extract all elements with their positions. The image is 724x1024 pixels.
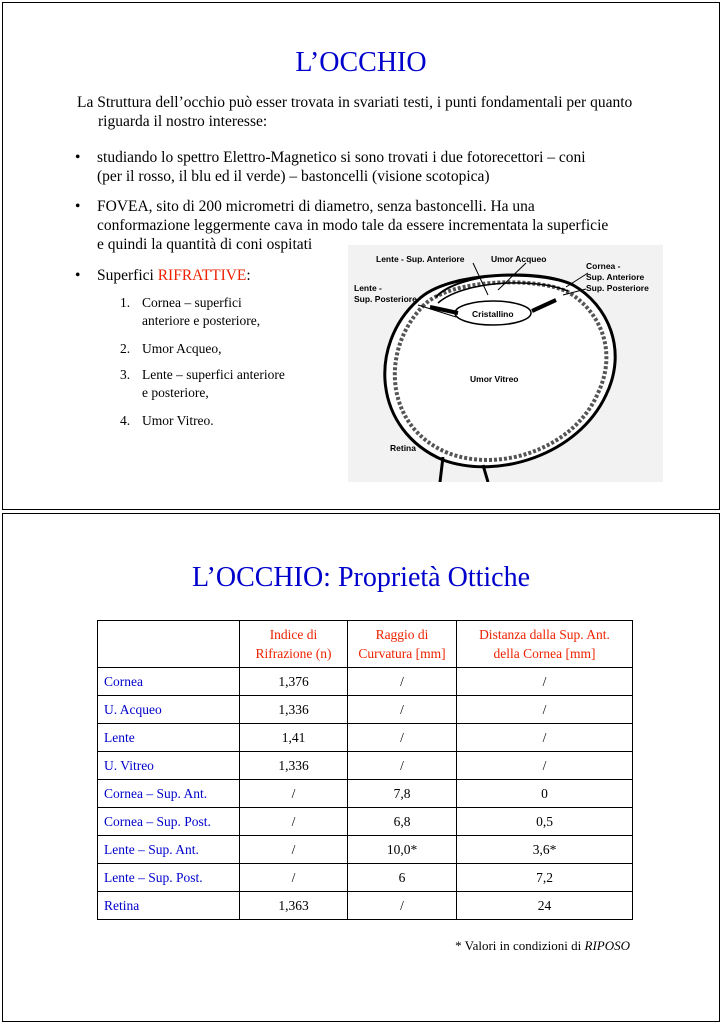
cell-distanza: / [457, 724, 633, 752]
cell-indice: 1,376 [240, 668, 348, 696]
list-number: 4. [120, 413, 131, 428]
bullet-line: FOVEA, sito di 200 micrometri di diametro, senza bastoncelli. Ha una [97, 198, 535, 215]
superfici-label: Superfici [97, 267, 158, 284]
list-text [142, 294, 260, 330]
label-lente-posteriore: Sup. Posteriore [354, 294, 417, 304]
row-label: Retina [98, 892, 240, 920]
footnote-italic: RIPOSO [584, 938, 630, 953]
cell-raggio: / [348, 724, 457, 752]
row-label: Lente – Sup. Post. [98, 864, 240, 892]
slide-1-title: L’OCCHIO [295, 47, 427, 78]
bullet-text [97, 266, 357, 285]
cell-indice: 1,336 [240, 696, 348, 724]
list-number: 1. [120, 295, 131, 310]
row-label: Cornea – Sup. Ant. [98, 780, 240, 808]
label-lente-anteriore: Lente - Sup. Anteriore [376, 254, 465, 264]
header-line: Curvatura [mm] [358, 646, 446, 661]
list-line: e posteriore, [142, 385, 209, 400]
list-line: Lente – superfici anteriore [142, 367, 285, 382]
label-cornea-posteriore: Sup. Posteriore [586, 283, 649, 293]
header-indice [240, 621, 348, 668]
bullet-dot: • [75, 198, 81, 215]
row-label: Cornea [98, 668, 240, 696]
table-row [98, 724, 633, 752]
label-retina: Retina [390, 443, 416, 453]
cell-raggio: 7,8 [348, 780, 457, 808]
table-row [98, 752, 633, 780]
eye-diagram [348, 245, 663, 482]
table-row [98, 892, 633, 920]
superfici-highlight: RIFRATTIVE [157, 267, 247, 284]
cell-distanza: / [457, 668, 633, 696]
label-cornea: Cornea - [586, 261, 621, 271]
cell-raggio: 6 [348, 864, 457, 892]
cell-raggio: 6,8 [348, 808, 457, 836]
optical-properties-table [97, 620, 633, 920]
bullet-text [97, 148, 657, 186]
row-label: Cornea – Sup. Post. [98, 808, 240, 836]
cell-distanza: 7,2 [457, 864, 633, 892]
slide-2 [2, 513, 720, 1022]
header-empty [98, 621, 240, 668]
header-line: Raggio di [375, 627, 429, 642]
bullet-line: (per il rosso, il blu ed il verde) – bastoncelli (visione scotopica) [97, 168, 490, 185]
cell-raggio: / [348, 696, 457, 724]
cell-indice: / [240, 836, 348, 864]
cell-distanza: / [457, 696, 633, 724]
label-umor-acqueo: Umor Acqueo [491, 254, 547, 264]
table-row [98, 808, 633, 836]
superfici-suffix: : [246, 267, 251, 284]
cell-raggio: 10,0* [348, 836, 457, 864]
header-line: Distanza dalla Sup. Ant. [479, 627, 610, 642]
cell-indice: / [240, 808, 348, 836]
bullet-line: studiando lo spettro Elettro-Magnetico si sono trovati i due fotorecettori – coni [97, 149, 586, 166]
cell-indice: 1,336 [240, 752, 348, 780]
list-text [142, 366, 285, 402]
bullet-dot: • [75, 267, 81, 284]
list-text: Umor Acqueo, [142, 341, 222, 356]
cell-raggio: / [348, 892, 457, 920]
cell-distanza: 0 [457, 780, 633, 808]
label-lente: Lente - [354, 283, 382, 293]
bullet-line: conformazione leggermente cava in modo tale da essere incrementata la superficie [97, 217, 609, 234]
cell-distanza: / [457, 752, 633, 780]
row-label: U. Acqueo [98, 696, 240, 724]
row-label: U. Vitreo [98, 752, 240, 780]
header-line: Indice di [269, 627, 318, 642]
bullet-line: e quindi la quantità di coni ospitati [97, 236, 313, 253]
label-cristallino: Cristallino [472, 309, 514, 319]
list-line: anteriore e posteriore, [142, 313, 261, 328]
table-row [98, 668, 633, 696]
label-cornea-anteriore: Sup. Anteriore [586, 272, 645, 282]
cell-distanza: 0,5 [457, 808, 633, 836]
list-line: Cornea – superfici [142, 295, 242, 310]
label-umor-vitreo: Umor Vitreo [470, 374, 519, 384]
row-label: Lente – Sup. Ant. [98, 836, 240, 864]
intro-paragraph: La Struttura dell’occhio può esser trovata in svariati testi, i punti fondamentali per quanto riguarda il nostro interesse: [77, 94, 633, 130]
cell-indice: 1,41 [240, 724, 348, 752]
slide-2-title: L’OCCHIO: Proprietà Ottiche [191, 562, 531, 593]
table-row [98, 780, 633, 808]
list-number: 2. [120, 341, 131, 356]
row-label: Lente [98, 724, 240, 752]
slide-1 [2, 2, 720, 510]
cell-indice: / [240, 780, 348, 808]
cell-raggio: / [348, 668, 457, 696]
cell-indice: 1,363 [240, 892, 348, 920]
list-text: Umor Vitreo. [142, 413, 214, 428]
footnote-text: * Valori in condizioni di [455, 938, 585, 953]
header-raggio [348, 621, 457, 668]
bullet-dot: • [75, 149, 81, 166]
cell-raggio: / [348, 752, 457, 780]
table-header-row [98, 621, 633, 668]
header-line: Rifrazione (n) [255, 646, 332, 661]
footnote [455, 938, 630, 954]
cell-distanza: 24 [457, 892, 633, 920]
cell-distanza: 3,6* [457, 836, 633, 864]
list-number: 3. [120, 367, 131, 382]
table-row [98, 836, 633, 864]
table-row [98, 864, 633, 892]
header-line: della Cornea [mm] [493, 646, 596, 661]
header-distanza [457, 621, 633, 668]
eye-diagram-svg [348, 245, 663, 482]
table-row [98, 696, 633, 724]
cell-indice: / [240, 864, 348, 892]
